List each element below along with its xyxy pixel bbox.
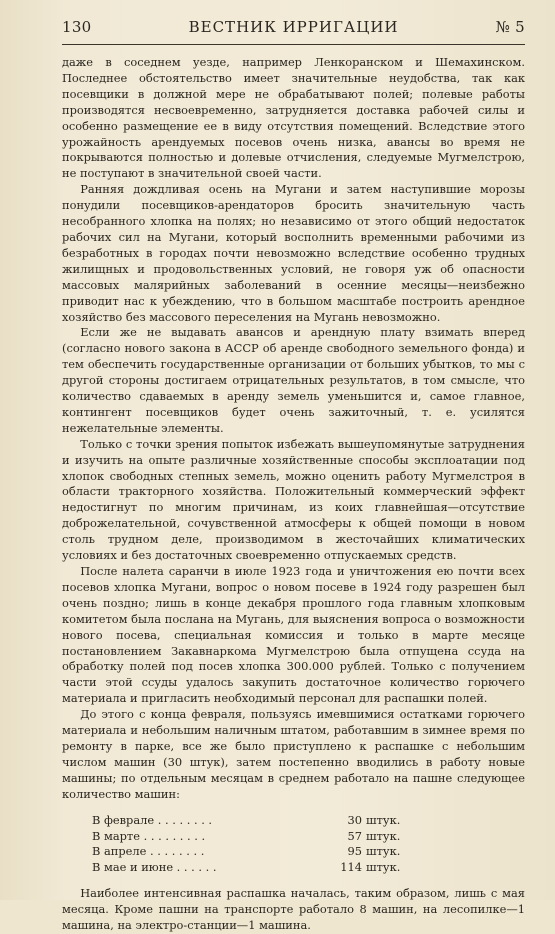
month-label: В апреле . . . . . . . .	[92, 844, 205, 859]
machine-count: 114	[340, 860, 362, 875]
unit-label: штук.	[366, 844, 401, 859]
machine-count: 30	[347, 812, 362, 827]
month-label: В феврале . . . . . . . .	[92, 812, 213, 827]
machines-table	[92, 813, 525, 877]
paragraph: даже в соседнем уезде, например Ленкоранском и Шемахинском. Последнее обстоятельство имеет значительные неудобства, так как посевщики в должной мере не обрабатывают полей; полевые работы производятся несвоевременно, затрудняется доставка рабочей силы и особенно размещение ее в виду отсутствия помещений. Вследствие этого урожайность арендуемых посевов очень низка, авансы во время не покрываются полностью и долевые отчисления, следуемые Мугмелстрою, не поступают в значительной своей части.	[62, 55, 525, 181]
machine-count: 95	[347, 844, 362, 859]
paragraph: До этого с конца февраля, пользуясь имевшимися остатками горючего материала и небольшим наличным штатом, работавшим в зимнее время по ремонту в парке, все же было приступлено к распашке с небольшим числом машин (30 штук), затем постепенно вводились в работу новые машины; по отдельным месяцам в среднем работало на пашне следующее количество машин:	[62, 707, 525, 801]
issue-number: № 5	[495, 18, 525, 36]
unit-label: штук.	[366, 828, 401, 843]
table-row	[92, 844, 525, 860]
unit-label: штук.	[366, 860, 401, 875]
table-row	[92, 829, 525, 845]
table-row	[92, 860, 525, 876]
article-body	[62, 55, 525, 934]
paragraph: Ранняя дождливая осень на Мугани и затем наступившие морозы понудили посевщиков-арендаторов бросить значительную часть несобранного хлопка на полях; но независимо от этого общий недостаток рабочих сил на Мугани, который восполнить временными рабочими из безработных в городах почти невозможно вследствие особенно трудных жилищных и продовольственных условий, не говоря уж об опасности массовых малярийных заболеваний в осенние месяцы—неизбежно приводит нас к убеждению, что в большом масштабе построить арендное хозяйство без массового переселения на Мугань невозможно.	[62, 182, 525, 324]
page-header	[62, 18, 525, 40]
month-label: В мае и июне . . . . . .	[92, 860, 217, 875]
month-label: В марте . . . . . . . . .	[92, 828, 206, 843]
header-rule	[62, 44, 525, 45]
paragraph: Наиболее интенсивная распашка началась, таким образом, лишь с мая месяца. Кроме пашни на транспорте работало 8 машин, на лесопилке—1 машина, на электро-станции—1 машина.	[62, 886, 525, 933]
paragraph: Если же не выдавать авансов и арендную плату взимать вперед (согласно нового закона в АССР об аренде свободного земельного фонда) и тем обеспечить государственные организации от больших убытков, то мы с другой стороны достигаем отрицательных результатов, в том смысле, что количество сдаваемых в аренду земель уменьшится и, самое главное, контингент посевщиков будет очень зажиточный, т. е. усилятся нежелательные элементы.	[62, 325, 525, 435]
table-row	[92, 813, 525, 829]
paragraph: Только с точки зрения попыток избежать вышеупомянутые затруднения и изучить на опыте различные хозяйственные способы эксплоатации под хлопок свободных степных земель, можно оценить работу Мугмелстроя в области тракторного хозяйства. Положительный коммерческий эффект недостигнут по многим причинам, из коих главнейшая—отсутствие доброжелательной, сочувственной атмосферы к общей помощи в новом столь трудном деле, производимом в жесточайших климатических условиях и без достаточных своевременно отпускаемых средств.	[62, 436, 525, 563]
journal-title: ВЕСТНИК ИРРИГАЦИИ	[188, 18, 399, 36]
unit-label: штук.	[366, 812, 401, 827]
page-number: 130	[62, 18, 92, 36]
paragraph: После налета саранчи в июле 1923 года и уничтожения ею почти всех посевов хлопка Мугани, вопрос о новом посеве в 1924 году разрешен был очень поздно; лишь в конце декабря прошлого года главным хлопковым комитетом была послана на Мугань, для выяснения вопроса о возможности нового посева, специальная комиссия и только в марте месяце постановлением Закавнаркома Мугмелстрою была отпущена ссуда на обработку полей под посев хлопка 300.000 рублей. Только с получением части этой ссуды удалось закупить достаточное количество горючего материала и пригласить необходимый персонал для распашки полей.	[62, 564, 525, 706]
machine-count: 57	[347, 828, 362, 843]
